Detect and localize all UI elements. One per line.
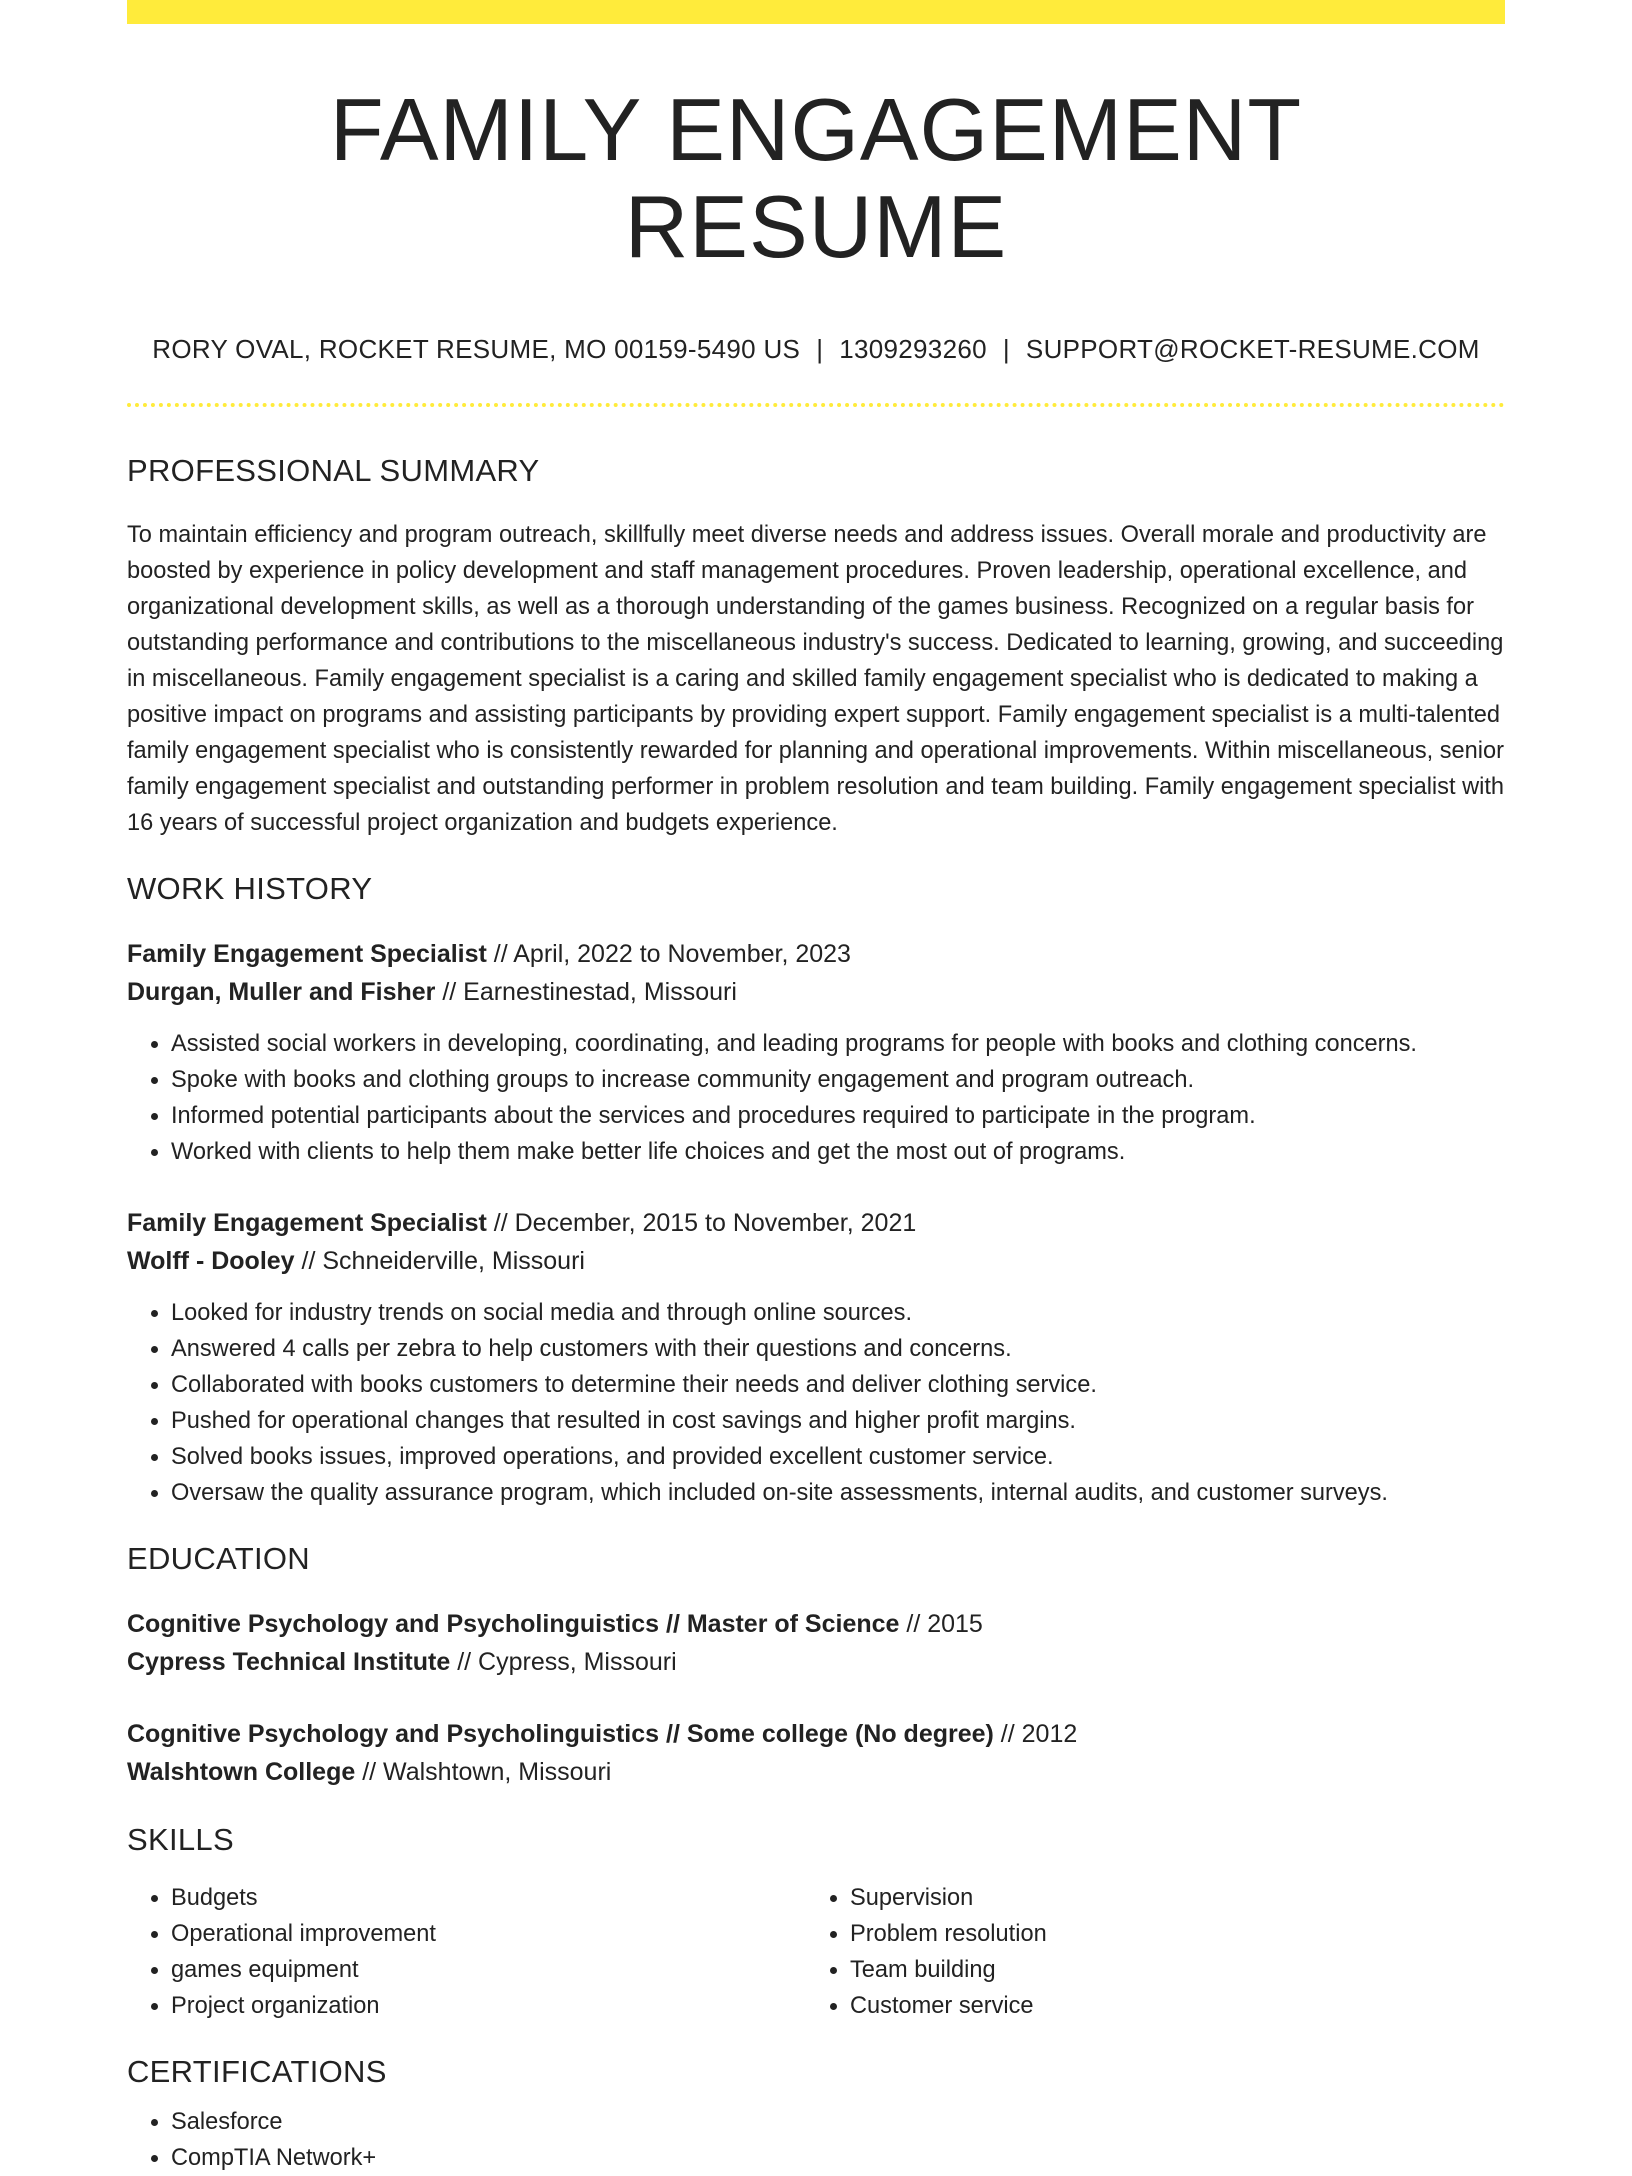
- job-role: Family Engagement Specialist: [127, 1208, 487, 1237]
- degree-line: [127, 1605, 1505, 1644]
- degree-year: // 2012: [993, 1719, 1078, 1748]
- degree-name: Cognitive Psychology and Psycholinguistics // Master of Science: [127, 1609, 900, 1638]
- job-role: Family Engagement Specialist: [127, 939, 487, 968]
- contact-address: RORY OVAL, ROCKET RESUME, MO 00159-5490 US: [152, 333, 801, 364]
- skill-item: • games equipment: [171, 1952, 806, 1988]
- degree-year: // 2015: [899, 1609, 983, 1638]
- certifications-heading: CERTIFICATIONS: [127, 2053, 387, 2089]
- top-accent-bar: [127, 0, 1505, 24]
- contact-line: [127, 334, 1505, 365]
- education-entry: [127, 1715, 1505, 1792]
- job-company: Wolff - Dooley: [127, 1247, 295, 1276]
- education-heading: EDUCATION: [127, 1540, 310, 1576]
- dotted-divider: [127, 403, 1505, 407]
- list-item: • Assisted social workers in developing, coordinating, and leading programs for people with books and clothing concerns.: [171, 1026, 1505, 1062]
- skill-item: • Operational improvement: [171, 1916, 806, 1952]
- certification-item: • Salesforce: [171, 2104, 1505, 2140]
- list-item: • Solved books issues, improved operations, and provided excellent customer service.: [171, 1439, 1505, 1475]
- contact-email: SUPPORT@ROCKET-RESUME.COM: [1025, 333, 1480, 364]
- school-location: // Walshtown, Missouri: [355, 1758, 612, 1787]
- job-bullets: [127, 1295, 1505, 1511]
- list-item: • Informed potential participants about the services and procedures required to participate in the program.: [171, 1098, 1505, 1134]
- list-item: • Spoke with books and clothing groups to increase community engagement and program outreach.: [171, 1062, 1505, 1098]
- list-item: • Oversaw the quality assurance program, which included on-site assessments, internal audits, and customer surveys.: [171, 1475, 1505, 1511]
- skill-item: • Budgets: [171, 1880, 806, 1916]
- contact-separator: |: [1002, 333, 1010, 364]
- job-bullets: [127, 1026, 1505, 1170]
- skill-item: • Supervision: [850, 1880, 1485, 1916]
- job-company-line: [127, 1242, 1505, 1281]
- job-title-line: [127, 935, 1505, 974]
- job-location: // Schneiderville, Missouri: [294, 1247, 585, 1276]
- list-item: • Looked for industry trends on social media and through online sources.: [171, 1295, 1505, 1331]
- skills-columns: [127, 1880, 1505, 2024]
- job-dates: // December, 2015 to November, 2021: [486, 1208, 917, 1237]
- contact-phone: 1309293260: [839, 333, 987, 364]
- certifications-list: [127, 2104, 1505, 2176]
- degree-line: [127, 1715, 1505, 1754]
- job-company-line: [127, 973, 1505, 1012]
- job-title-line: [127, 1204, 1505, 1243]
- skill-item: • Project organization: [171, 1988, 806, 2024]
- skills-list-right: [806, 1880, 1485, 2024]
- job-entry: [127, 935, 1505, 1170]
- contact-separator: |: [816, 333, 824, 364]
- summary-text: To maintain efficiency and program outreach, skillfully meet diverse needs and address issues. Overall morale and productivity are boosted by experience in policy development and staff management procedures. Proven leadership, operational excellence, and organizational development skills, as well as a thorough understanding of the games business. Recognized on a regular basis for outstanding performance and contributions to the miscellaneous industry's success. Dedicated to learning, growing, and succeeding in miscellaneous. Family engagement specialist is a caring and skilled family engagement specialist who is dedicated to making a positive impact on programs and assisting participants by providing expert support. Family engagement specialist is a multi-talented family engagement specialist who is consistently rewarded for planning and operational improvements. Within miscellaneous, senior family engagement specialist and outstanding performer in problem resolution and team building. Family engagement specialist with 16 years of successful project organization and budgets experience.: [127, 521, 1505, 836]
- degree-name: Cognitive Psychology and Psycholinguistics // Some college (No degree): [127, 1719, 994, 1748]
- skills-list-left: [127, 1880, 806, 2024]
- school-location: // Cypress, Missouri: [450, 1648, 677, 1677]
- job-dates: // April, 2022 to November, 2023: [486, 939, 851, 968]
- summary-heading: PROFESSIONAL SUMMARY: [127, 452, 540, 488]
- skills-heading: SKILLS: [127, 1821, 234, 1857]
- job-location: // Earnestinestad, Missouri: [435, 978, 737, 1007]
- certification-item: • CompTIA Network+: [171, 2140, 1505, 2176]
- education-entry: [127, 1605, 1505, 1682]
- list-item: • Collaborated with books customers to determine their needs and deliver clothing service.: [171, 1367, 1505, 1403]
- resume-title: FAMILY ENGAGEMENT RESUME: [329, 80, 1303, 276]
- school-name: Walshtown College: [127, 1758, 356, 1787]
- skill-item: • Team building: [850, 1952, 1485, 1988]
- resume-page: [127, 0, 1505, 2176]
- school-name: Cypress Technical Institute: [127, 1648, 451, 1677]
- list-item: • Answered 4 calls per zebra to help customers with their questions and concerns.: [171, 1331, 1505, 1367]
- job-company: Durgan, Muller and Fisher: [127, 978, 436, 1007]
- school-line: [127, 1643, 1505, 1682]
- list-item: • Pushed for operational changes that resulted in cost savings and higher profit margins.: [171, 1403, 1505, 1439]
- job-entry: [127, 1204, 1505, 1511]
- work-history-heading: WORK HISTORY: [127, 870, 373, 906]
- skill-item: • Customer service: [850, 1988, 1485, 2024]
- school-line: [127, 1753, 1505, 1792]
- skill-item: • Problem resolution: [850, 1916, 1485, 1952]
- list-item: • Worked with clients to help them make better life choices and get the most out of programs.: [171, 1134, 1505, 1170]
